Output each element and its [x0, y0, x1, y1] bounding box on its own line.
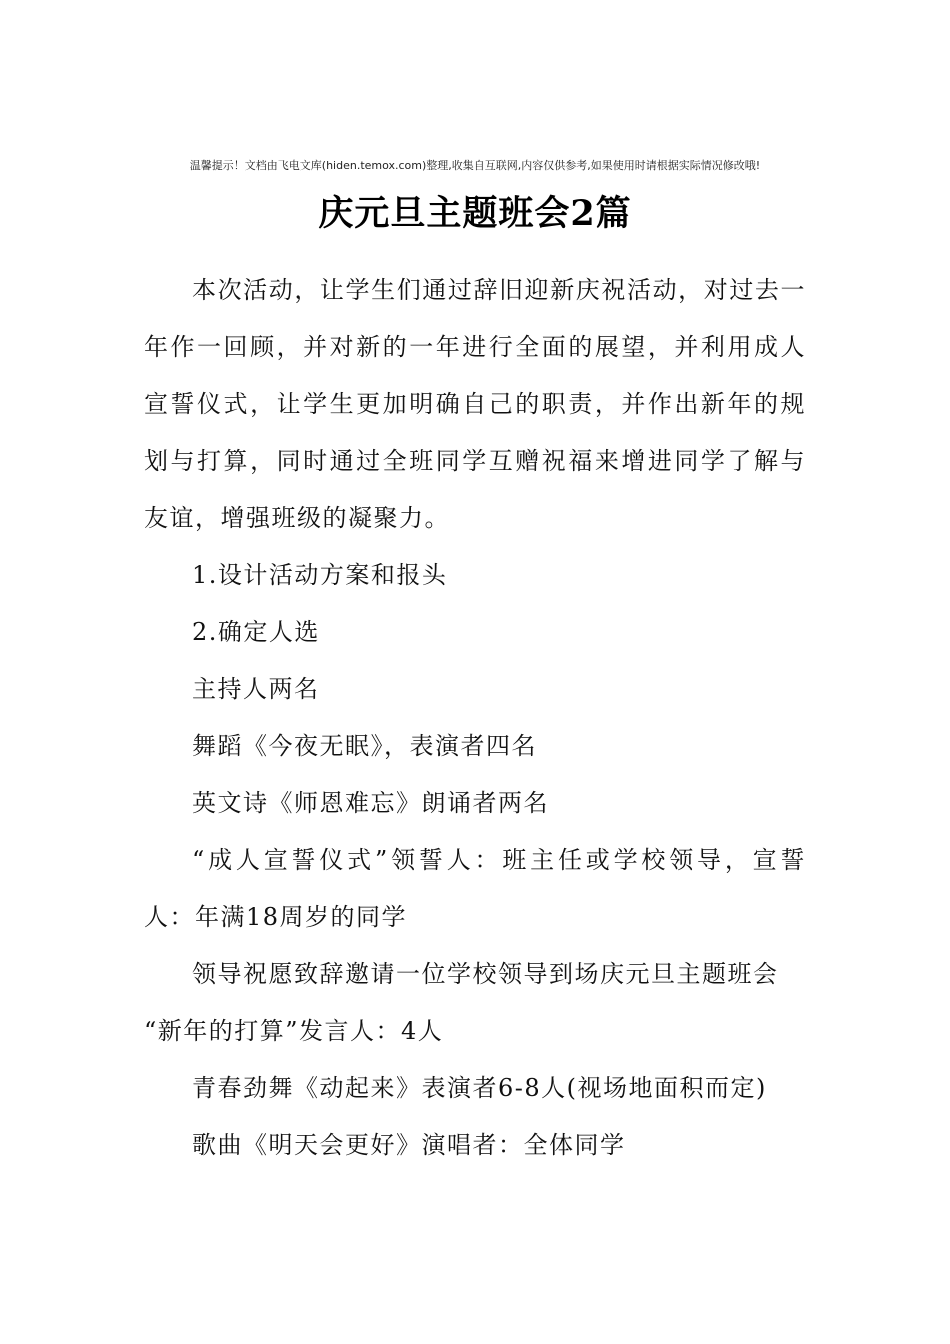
step-1-line: 1.设计活动方案和报头 [192, 561, 448, 589]
oath-paragraph: “成人宣誓仪式”领誓人：班主任或学校领导，宣誓人：年满18周岁的同学 [144, 846, 806, 931]
leader-paragraph: 领导祝愿致辞邀请一位学校领导到场庆元旦主题班会 [192, 960, 779, 988]
youth-dance-line: 青春劲舞《动起来》表演者6-8人(视场地面积而定) [192, 1074, 767, 1102]
step-2-line: 2.确定人选 [192, 618, 320, 646]
dance-line: 舞蹈《今夜无眠》，表演者四名 [192, 732, 537, 760]
plan-line: “新年的打算”发言人：4人 [144, 1017, 444, 1045]
poem-line: 英文诗《师恩难忘》朗诵者两名 [192, 789, 549, 817]
song-line: 歌曲《明天会更好》演唱者：全体同学 [192, 1131, 626, 1159]
intro-paragraph: 本次活动，让学生们通过辞旧迎新庆祝活动，对过去一年作一回顾，并对新的一年进行全面的展望，并利用成人宣誓仪式，让学生更加明确自己的职责，并作出新年的规划与打算，同时通过全班同学互赠祝福来增进同学了解与友谊，增强班级的凝聚力。 [144, 276, 806, 532]
host-line: 主持人两名 [192, 675, 320, 703]
document-title: 庆元旦主题班会2篇 [318, 193, 632, 234]
download-notice: 温馨提示！文档由飞电文库(hiden.temox.com)整理,收集自互联网,内容仅供参考,如果使用时请根据实际情况修改哦! [189, 159, 761, 172]
document-body [144, 262, 806, 1174]
